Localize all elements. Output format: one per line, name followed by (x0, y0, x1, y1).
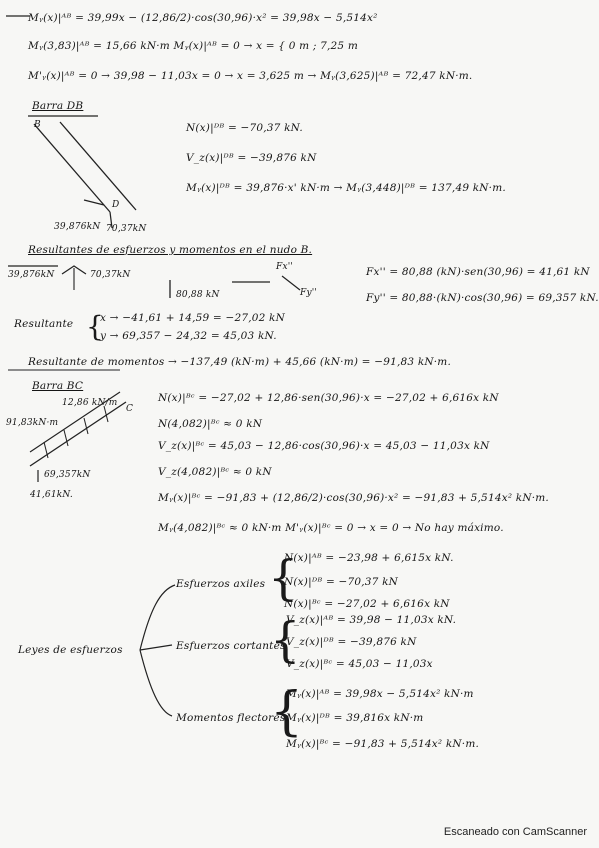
nudo-label: Fy'' (300, 288, 318, 298)
eq-bc-shear-end: V_z(4,082)|ᴮᶜ ≈ 0 kN (158, 466, 272, 478)
heading-barra-bc: Barra BC (32, 380, 84, 392)
bc-load-arrow (84, 418, 88, 434)
nudo-label: 70,37kN (90, 270, 131, 280)
eq-axil-ab: N(x)|ᴬᴮ = −23,98 + 6,615x kN. (284, 552, 454, 564)
eq-bc-shear: V_z(x)|ᴮᶜ = 45,03 − 12,86·cos(30,96)·x = 45,03 − 11,03x kN (158, 440, 490, 452)
fig-bc-label: 69,357kN (44, 470, 91, 480)
fig-bc-label: 91,83kN·m (6, 418, 59, 428)
eq-fx: Fx'' = 80,88 (kN)·sen(30,96) = 41,61 kN (366, 266, 590, 278)
label-cortantes: Esfuerzos cortantes (176, 640, 286, 652)
db-bar-line-2 (60, 122, 136, 210)
eq-bc-axial-end: N(4,082)|ᴮᶜ ≈ 0 kN (158, 418, 263, 430)
eq-flector-bc: Mᵧ(x)|ᴮᶜ = −91,83 + 5,514x² kN·m. (286, 738, 480, 750)
fig-db-label: 70,37kN (106, 224, 147, 234)
fig-db-label: B (34, 120, 41, 130)
brace-icon: { (270, 682, 304, 742)
db-bar-line (34, 124, 110, 212)
eq-bc-moment-end: Mᵧ(4,082)|ᴮᶜ ≈ 0 kN·m M'ᵧ(x)|ᴮᶜ = 0 → x = 0 → No hay máximo. (158, 522, 504, 534)
eq-cortante-db: V_z(x)|ᴰᴮ = −39,876 kN (286, 636, 417, 648)
eq-db-axial: N(x)|ᴰᴮ = −70,37 kN. (186, 122, 303, 134)
branch-line-flectores (140, 650, 172, 716)
label-leyes: Leyes de esfuerzos (18, 644, 123, 656)
fig-bc-label: 12,86 kN/m (62, 398, 118, 408)
eq-ab-moment-values: Mᵧ(3,83)|ᴬᴮ = 15,66 kN·m Mᵧ(x)|ᴬᴮ = 0 → x = { 0 m ; 7,25 m (28, 40, 358, 52)
heading-barra-db: Barra DB (32, 100, 84, 112)
heading-resultantes: Resultantes de esfuerzos y momentos en el nudo B. (28, 244, 313, 256)
eq-db-moment: Mᵧ(x)|ᴰᴮ = 39,876·x' kN·m → Mᵧ(3,448)|ᴰᴮ = 137,49 kN·m. (186, 182, 506, 194)
eq-db-shear: V_z(x)|ᴰᴮ = −39,876 kN (186, 152, 317, 164)
eq-ab-max-moment: M'ᵧ(x)|ᴬᴮ = 0 → 39,98 − 11,03x = 0 → x = 3,625 m → Mᵧ(3,625)|ᴬᴮ = 72,47 kN·m. (28, 70, 473, 82)
label-flectores: Momentos flectores (176, 712, 286, 724)
brace-icon: { (270, 612, 301, 668)
bc-bar-line (30, 402, 126, 466)
fig-bc-label: C (126, 404, 134, 414)
eq-flector-db: Mᵧ(x)|ᴰᴮ = 39,816x kN·m (286, 712, 424, 724)
eq-resultante-momentos: Resultante de momentos → −137,49 (kN·m) + 45,66 (kN·m) = −91,83 kN·m. (28, 356, 451, 368)
eq-resultante-y: y → 69,357 − 24,32 = 45,03 kN. (100, 330, 277, 342)
nudo-label: 80,88 kN (176, 290, 220, 300)
eq-cortante-bc: V_z(x)|ᴮᶜ = 45,03 − 11,03x (286, 658, 433, 670)
eq-axil-bc: N(x)|ᴮᶜ = −27,02 + 6,616x kN (284, 598, 450, 610)
fig-db-label: D (112, 200, 120, 210)
branch-line-axiles (140, 585, 175, 650)
label-resultante: Resultante (14, 318, 74, 330)
eq-bc-axial: N(x)|ᴮᶜ = −27,02 + 12,86·sen(30,96)·x = −27,02 + 6,616x kN (158, 392, 499, 404)
label-axiles: Esfuerzos axiles (176, 578, 266, 590)
eq-cortante-ab: V_z(x)|ᴬᴮ = 39,98 − 11,03x kN. (286, 614, 457, 626)
fig-bc-label: 41,61kN. (30, 490, 73, 500)
eq-ab-moment: Mᵧ(x)|ᴬᴮ = 39,99x − (12,86/2)·cos(30,96)·x² = 39,98x − 5,514x² (28, 12, 378, 24)
eq-axil-db: N(x)|ᴰᴮ = −70,37 kN (284, 576, 399, 588)
nudo-label: 39,876kN (8, 270, 55, 280)
brace-icon: { (268, 550, 299, 606)
eq-resultante-x: x → −41,61 + 14,59 = −27,02 kN (100, 312, 286, 324)
eq-fy: Fy'' = 80,88·(kN)·cos(30,96) = 69,357 kN. (366, 292, 599, 304)
fig-db-label: 39,876kN (54, 222, 101, 232)
nudo-diagonal (282, 276, 300, 290)
eq-flector-ab: Mᵧ(x)|ᴬᴮ = 39,98x − 5,514x² kN·m (286, 688, 474, 700)
eq-bc-moment: Mᵧ(x)|ᴮᶜ = −91,83 + (12,86/2)·cos(30,96)·x² = −91,83 + 5,514x² kN·m. (158, 492, 549, 504)
camscanner-watermark: Escaneado con CamScanner (443, 826, 587, 838)
brace-icon: { (86, 310, 104, 343)
nudo-label: Fx'' (276, 262, 294, 272)
branch-line-cortantes (140, 645, 172, 650)
